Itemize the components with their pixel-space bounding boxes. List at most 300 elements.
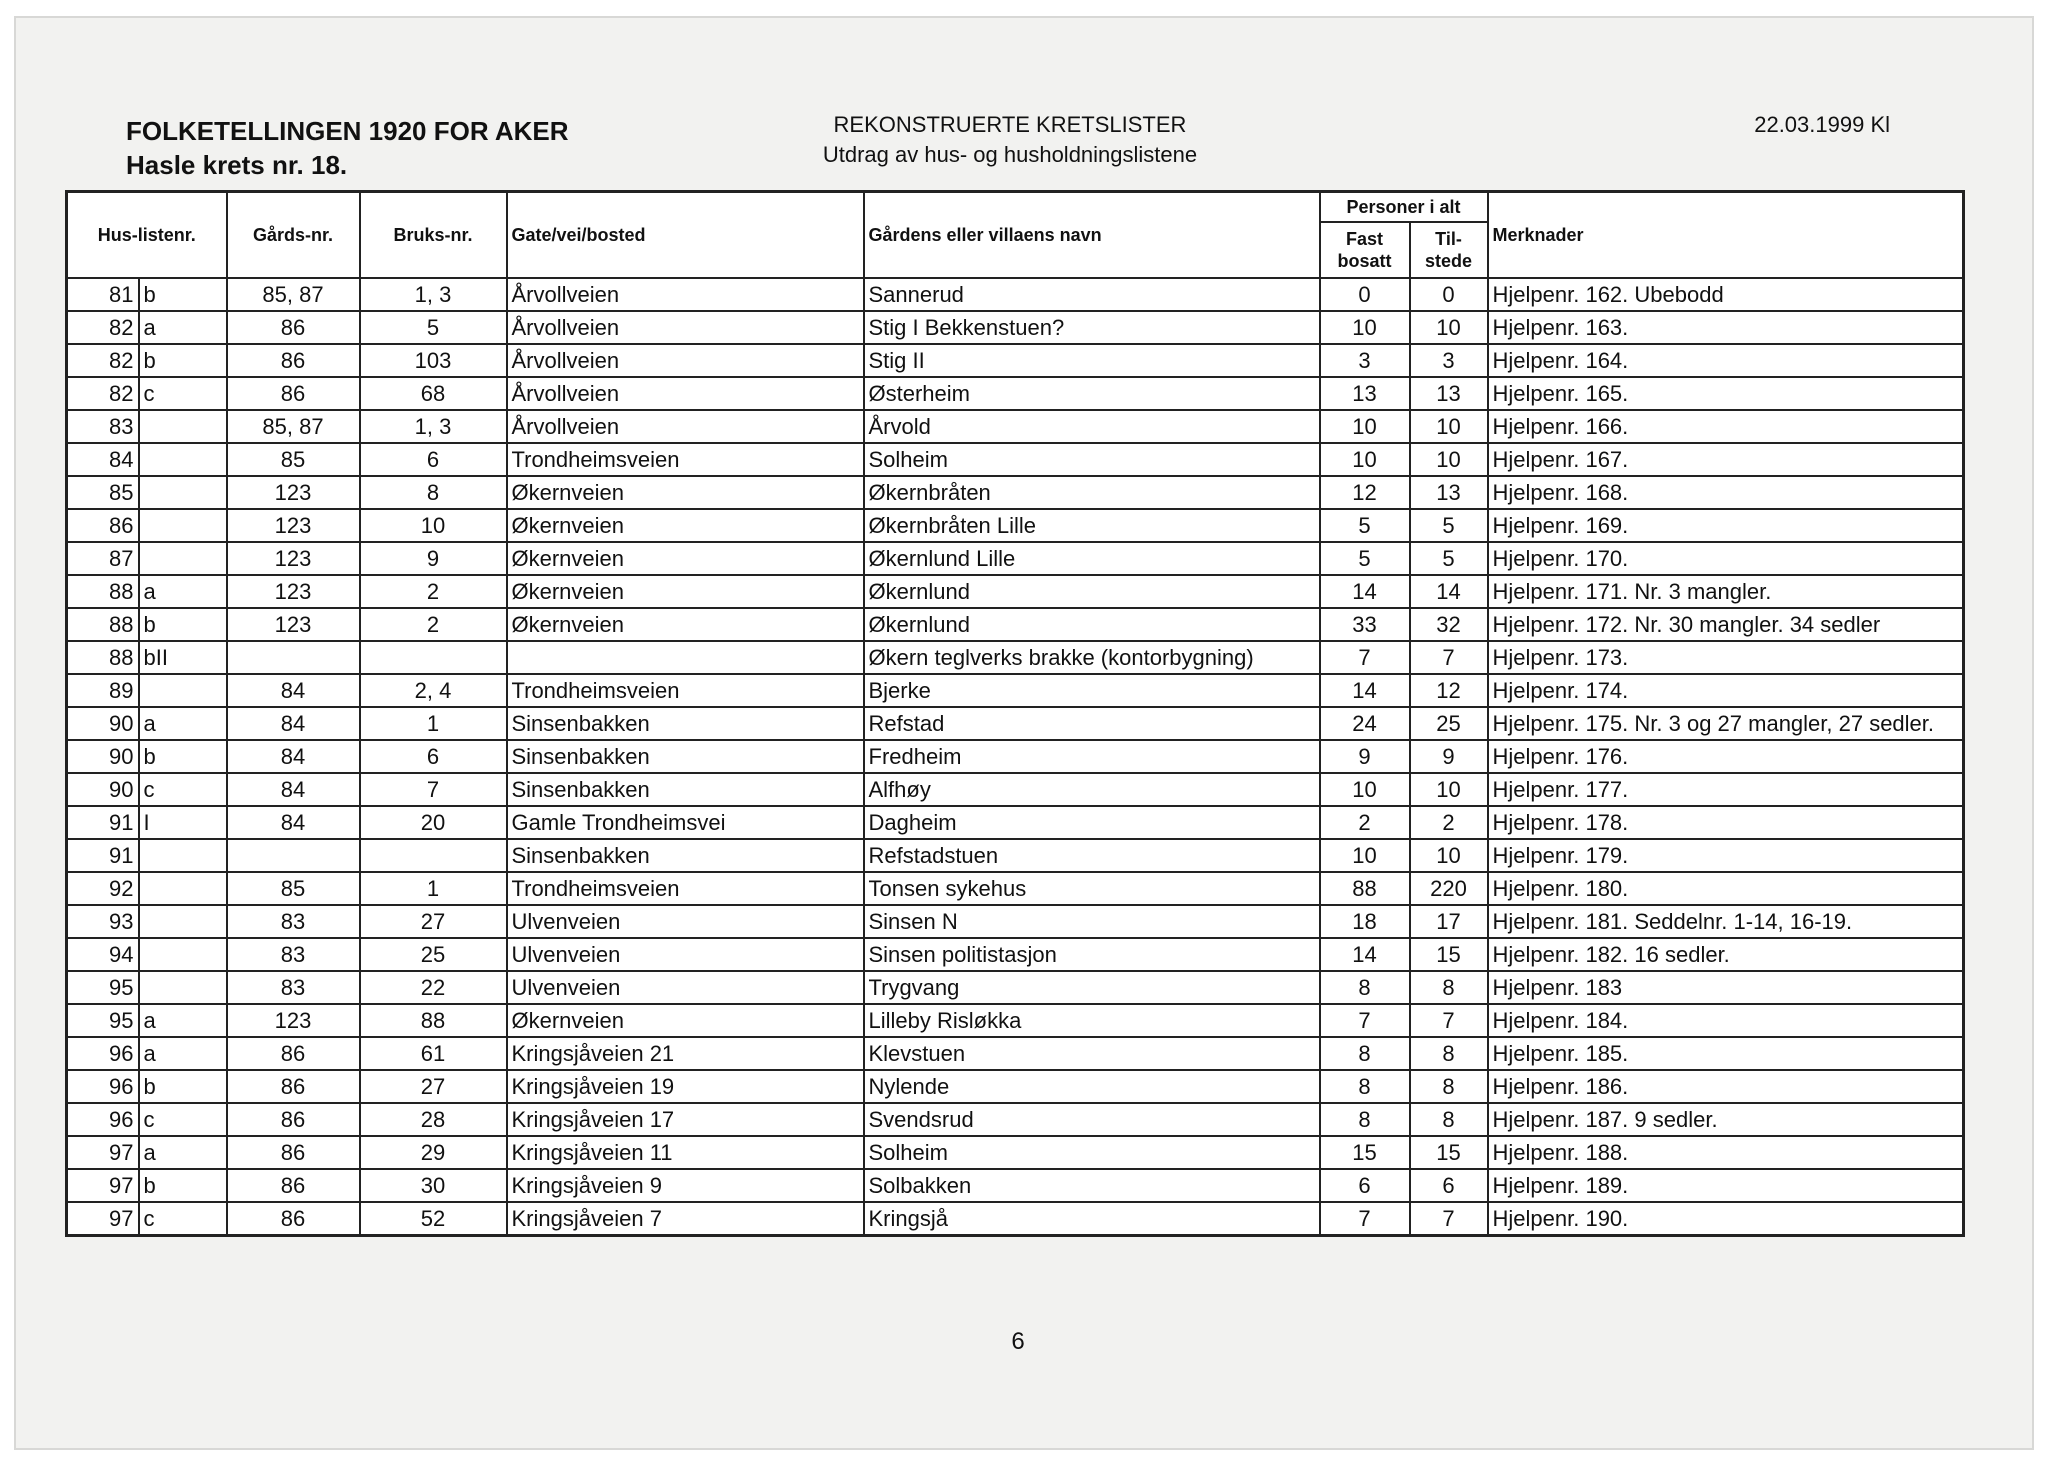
gards-nr-cell: 86 xyxy=(227,1136,360,1169)
gate-cell: Trondheimsveien xyxy=(507,872,864,905)
merknad-cell: Hjelpenr. 176. xyxy=(1488,740,1964,773)
gards-nr-cell: 123 xyxy=(227,575,360,608)
gards-nr-cell: 85 xyxy=(227,872,360,905)
table-body xyxy=(67,278,1964,1236)
fast-bosatt-cell: 14 xyxy=(1320,938,1410,971)
merknad-cell: Hjelpenr. 181. Seddelnr. 1-14, 16-19. xyxy=(1488,905,1964,938)
hus-suffix-cell: b xyxy=(139,740,227,773)
merknad-cell: Hjelpenr. 166. xyxy=(1488,410,1964,443)
header-hus-listenr: Hus-listenr. xyxy=(67,192,227,278)
subtitle-line-1: REKONSTRUERTE KRETSLISTER xyxy=(833,112,1187,137)
table-row xyxy=(67,1070,1964,1103)
navn-cell: Solheim xyxy=(864,1136,1320,1169)
header-fast-bosatt: Fast bosatt xyxy=(1320,222,1410,278)
navn-cell: Økernbråten xyxy=(864,476,1320,509)
header-gards-nr: Gårds-nr. xyxy=(227,192,360,278)
hus-nr-cell: 87 xyxy=(67,542,139,575)
bruks-nr-cell: 2 xyxy=(360,575,507,608)
bruks-nr-cell: 103 xyxy=(360,344,507,377)
title-line-1: FOLKETELLINGEN 1920 FOR AKER xyxy=(126,116,569,146)
hus-suffix-cell xyxy=(139,542,227,575)
gards-nr-cell: 123 xyxy=(227,608,360,641)
gards-nr-cell: 84 xyxy=(227,773,360,806)
census-table xyxy=(65,190,1965,1237)
gards-nr-cell: 84 xyxy=(227,740,360,773)
gate-cell: Årvollveien xyxy=(507,377,864,410)
table-row xyxy=(67,344,1964,377)
fast-bosatt-cell: 8 xyxy=(1320,971,1410,1004)
til-stede-cell: 32 xyxy=(1410,608,1488,641)
merknad-cell: Hjelpenr. 165. xyxy=(1488,377,1964,410)
hus-suffix-cell: a xyxy=(139,1136,227,1169)
hus-nr-cell: 88 xyxy=(67,641,139,674)
hus-suffix-cell: a xyxy=(139,1004,227,1037)
navn-cell: Fredheim xyxy=(864,740,1320,773)
hus-suffix-cell: c xyxy=(139,773,227,806)
bruks-nr-cell: 61 xyxy=(360,1037,507,1070)
table-row xyxy=(67,839,1964,872)
hus-nr-cell: 96 xyxy=(67,1103,139,1136)
hus-nr-cell: 97 xyxy=(67,1136,139,1169)
table-row xyxy=(67,872,1964,905)
hus-nr-cell: 90 xyxy=(67,740,139,773)
til-stede-cell: 17 xyxy=(1410,905,1488,938)
til-stede-cell: 10 xyxy=(1410,773,1488,806)
bruks-nr-cell: 6 xyxy=(360,740,507,773)
gate-cell: Årvollveien xyxy=(507,344,864,377)
bruks-nr-cell: 27 xyxy=(360,1070,507,1103)
til-stede-cell: 7 xyxy=(1410,1202,1488,1236)
table-row xyxy=(67,278,1964,311)
table-row xyxy=(67,1202,1964,1236)
subtitle-line-2: Utdrag av hus- og husholdningslistene xyxy=(822,142,1198,167)
hus-nr-cell: 95 xyxy=(67,971,139,1004)
gate-cell: Ulvenveien xyxy=(507,938,864,971)
navn-cell: Sannerud xyxy=(864,278,1320,311)
gards-nr-cell: 86 xyxy=(227,311,360,344)
gate-cell: Økernveien xyxy=(507,476,864,509)
navn-cell: Økern teglverks brakke (kontorbygning) xyxy=(864,641,1320,674)
navn-cell: Økernlund xyxy=(864,575,1320,608)
hus-suffix-cell: a xyxy=(139,311,227,344)
fast-bosatt-cell: 9 xyxy=(1320,740,1410,773)
hus-suffix-cell xyxy=(139,839,227,872)
fast-bosatt-cell: 7 xyxy=(1320,641,1410,674)
navn-cell: Refstad xyxy=(864,707,1320,740)
gards-nr-cell: 86 xyxy=(227,344,360,377)
navn-cell: Økernlund xyxy=(864,608,1320,641)
gards-nr-cell: 85 xyxy=(227,443,360,476)
gards-nr-cell: 86 xyxy=(227,1103,360,1136)
hus-nr-cell: 82 xyxy=(67,377,139,410)
til-stede-cell: 2 xyxy=(1410,806,1488,839)
hus-suffix-cell xyxy=(139,674,227,707)
table-row xyxy=(67,443,1964,476)
hus-nr-cell: 92 xyxy=(67,872,139,905)
til-stede-cell: 13 xyxy=(1410,476,1488,509)
til-stede-cell: 10 xyxy=(1410,410,1488,443)
merknad-cell: Hjelpenr. 178. xyxy=(1488,806,1964,839)
table-row xyxy=(67,938,1964,971)
bruks-nr-cell: 1 xyxy=(360,707,507,740)
fast-bosatt-cell: 8 xyxy=(1320,1103,1410,1136)
hus-nr-cell: 90 xyxy=(67,773,139,806)
merknad-cell: Hjelpenr. 189. xyxy=(1488,1169,1964,1202)
bruks-nr-cell: 29 xyxy=(360,1136,507,1169)
hus-nr-cell: 82 xyxy=(67,344,139,377)
fast-bosatt-cell: 10 xyxy=(1320,443,1410,476)
fast-bosatt-cell: 10 xyxy=(1320,773,1410,806)
gate-cell: Økernveien xyxy=(507,1004,864,1037)
til-stede-cell: 10 xyxy=(1410,443,1488,476)
merknad-cell: Hjelpenr. 170. xyxy=(1488,542,1964,575)
date-stamp: 22.03.1999 Kl xyxy=(1754,112,1890,137)
merknad-cell: Hjelpenr. 167. xyxy=(1488,443,1964,476)
navn-cell: Dagheim xyxy=(864,806,1320,839)
bruks-nr-cell: 22 xyxy=(360,971,507,1004)
hus-nr-cell: 93 xyxy=(67,905,139,938)
fast-bosatt-cell: 12 xyxy=(1320,476,1410,509)
merknad-cell: Hjelpenr. 180. xyxy=(1488,872,1964,905)
hus-nr-cell: 96 xyxy=(67,1070,139,1103)
merknad-cell: Hjelpenr. 188. xyxy=(1488,1136,1964,1169)
gards-nr-cell: 83 xyxy=(227,938,360,971)
header-merknader: Merknader xyxy=(1488,192,1964,278)
gards-nr-cell: 86 xyxy=(227,1202,360,1236)
til-stede-cell: 15 xyxy=(1410,1136,1488,1169)
gate-cell: Sinsenbakken xyxy=(507,773,864,806)
til-stede-cell: 10 xyxy=(1410,311,1488,344)
gards-nr-cell: 86 xyxy=(227,1037,360,1070)
merknad-cell: Hjelpenr. 174. xyxy=(1488,674,1964,707)
fast-bosatt-cell: 13 xyxy=(1320,377,1410,410)
table-row xyxy=(67,641,1964,674)
til-stede-cell: 5 xyxy=(1410,509,1488,542)
navn-cell: Bjerke xyxy=(864,674,1320,707)
navn-cell: Trygvang xyxy=(864,971,1320,1004)
gate-cell: Trondheimsveien xyxy=(507,674,864,707)
gards-nr-cell: 85, 87 xyxy=(227,410,360,443)
hus-suffix-cell: a xyxy=(139,1037,227,1070)
hus-nr-cell: 82 xyxy=(67,311,139,344)
til-stede-cell: 14 xyxy=(1410,575,1488,608)
fast-bosatt-cell: 18 xyxy=(1320,905,1410,938)
hus-suffix-cell: b xyxy=(139,608,227,641)
navn-cell: Stig I Bekkenstuen? xyxy=(864,311,1320,344)
bruks-nr-cell: 28 xyxy=(360,1103,507,1136)
til-stede-cell: 5 xyxy=(1410,542,1488,575)
gate-cell: Ulvenveien xyxy=(507,971,864,1004)
table-row xyxy=(67,740,1964,773)
hus-suffix-cell xyxy=(139,410,227,443)
merknad-cell: Hjelpenr. 169. xyxy=(1488,509,1964,542)
merknad-cell: Hjelpenr. 171. Nr. 3 mangler. xyxy=(1488,575,1964,608)
table-row xyxy=(67,377,1964,410)
table-row xyxy=(67,707,1964,740)
gards-nr-cell: 84 xyxy=(227,707,360,740)
table-row xyxy=(67,806,1964,839)
til-stede-cell: 220 xyxy=(1410,872,1488,905)
hus-nr-cell: 84 xyxy=(67,443,139,476)
gate-cell: Kringsjåveien 19 xyxy=(507,1070,864,1103)
fast-bosatt-cell: 24 xyxy=(1320,707,1410,740)
navn-cell: Alfhøy xyxy=(864,773,1320,806)
til-stede-cell: 12 xyxy=(1410,674,1488,707)
gate-cell: Kringsjåveien 9 xyxy=(507,1169,864,1202)
bruks-nr-cell xyxy=(360,839,507,872)
bruks-nr-cell: 5 xyxy=(360,311,507,344)
navn-cell: Sinsen N xyxy=(864,905,1320,938)
table-row xyxy=(67,1037,1964,1070)
table-row xyxy=(67,971,1964,1004)
hus-nr-cell: 83 xyxy=(67,410,139,443)
header-navn: Gårdens eller villaens navn xyxy=(864,192,1320,278)
gards-nr-cell: 83 xyxy=(227,971,360,1004)
til-stede-cell: 9 xyxy=(1410,740,1488,773)
hus-nr-cell: 85 xyxy=(67,476,139,509)
til-stede-cell: 8 xyxy=(1410,1070,1488,1103)
gards-nr-cell: 85, 87 xyxy=(227,278,360,311)
fast-bosatt-cell: 88 xyxy=(1320,872,1410,905)
navn-cell: Solheim xyxy=(864,443,1320,476)
gate-cell: Årvollveien xyxy=(507,311,864,344)
bruks-nr-cell: 20 xyxy=(360,806,507,839)
gards-nr-cell: 123 xyxy=(227,542,360,575)
hus-nr-cell: 90 xyxy=(67,707,139,740)
hus-suffix-cell xyxy=(139,905,227,938)
hus-nr-cell: 94 xyxy=(67,938,139,971)
table-row xyxy=(67,509,1964,542)
hus-suffix-cell: I xyxy=(139,806,227,839)
merknad-cell: Hjelpenr. 187. 9 sedler. xyxy=(1488,1103,1964,1136)
hus-suffix-cell: b xyxy=(139,1070,227,1103)
bruks-nr-cell: 8 xyxy=(360,476,507,509)
bruks-nr-cell: 88 xyxy=(360,1004,507,1037)
hus-nr-cell: 95 xyxy=(67,1004,139,1037)
hus-suffix-cell: b xyxy=(139,344,227,377)
gards-nr-cell: 123 xyxy=(227,476,360,509)
fast-bosatt-cell: 7 xyxy=(1320,1004,1410,1037)
hus-suffix-cell xyxy=(139,443,227,476)
til-stede-cell: 8 xyxy=(1410,1103,1488,1136)
gate-cell: Sinsenbakken xyxy=(507,839,864,872)
hus-suffix-cell: c xyxy=(139,1103,227,1136)
bruks-nr-cell: 7 xyxy=(360,773,507,806)
gards-nr-cell: 84 xyxy=(227,674,360,707)
fast-bosatt-cell: 0 xyxy=(1320,278,1410,311)
gate-cell: Økernveien xyxy=(507,575,864,608)
fast-bosatt-cell: 2 xyxy=(1320,806,1410,839)
merknad-cell: Hjelpenr. 164. xyxy=(1488,344,1964,377)
hus-suffix-cell xyxy=(139,938,227,971)
til-stede-cell: 13 xyxy=(1410,377,1488,410)
page-number: 6 xyxy=(1011,1328,1025,1355)
table-row xyxy=(67,674,1964,707)
navn-cell: Nylende xyxy=(864,1070,1320,1103)
fast-bosatt-cell: 10 xyxy=(1320,410,1410,443)
hus-suffix-cell xyxy=(139,509,227,542)
hus-nr-cell: 89 xyxy=(67,674,139,707)
til-stede-cell: 3 xyxy=(1410,344,1488,377)
merknad-cell: Hjelpenr. 179. xyxy=(1488,839,1964,872)
fast-bosatt-cell: 15 xyxy=(1320,1136,1410,1169)
gate-cell: Gamle Trondheimsvei xyxy=(507,806,864,839)
merknad-cell: Hjelpenr. 184. xyxy=(1488,1004,1964,1037)
navn-cell: Lilleby Risløkka xyxy=(864,1004,1320,1037)
bruks-nr-cell: 25 xyxy=(360,938,507,971)
merknad-cell: Hjelpenr. 163. xyxy=(1488,311,1964,344)
hus-suffix-cell xyxy=(139,971,227,1004)
header-til-stede: Til-stede xyxy=(1410,222,1488,278)
navn-cell: Sinsen politistasjon xyxy=(864,938,1320,971)
fast-bosatt-cell: 10 xyxy=(1320,839,1410,872)
table-row xyxy=(67,476,1964,509)
til-stede-cell: 7 xyxy=(1410,1004,1488,1037)
til-stede-cell: 10 xyxy=(1410,839,1488,872)
navn-cell: Økernbråten Lille xyxy=(864,509,1320,542)
table-row xyxy=(67,1103,1964,1136)
navn-cell: Refstadstuen xyxy=(864,839,1320,872)
hus-suffix-cell: b xyxy=(139,278,227,311)
navn-cell: Stig II xyxy=(864,344,1320,377)
merknad-cell: Hjelpenr. 175. Nr. 3 og 27 mangler, 27 sedler. xyxy=(1488,707,1964,740)
bruks-nr-cell: 10 xyxy=(360,509,507,542)
bruks-nr-cell: 9 xyxy=(360,542,507,575)
fast-bosatt-cell: 7 xyxy=(1320,1202,1410,1236)
navn-cell: Østerheim xyxy=(864,377,1320,410)
navn-cell: Kringsjå xyxy=(864,1202,1320,1236)
fast-bosatt-cell: 3 xyxy=(1320,344,1410,377)
hus-nr-cell: 97 xyxy=(67,1202,139,1236)
navn-cell: Solbakken xyxy=(864,1169,1320,1202)
gards-nr-cell: 86 xyxy=(227,1070,360,1103)
merknad-cell: Hjelpenr. 182. 16 sedler. xyxy=(1488,938,1964,971)
hus-nr-cell: 97 xyxy=(67,1169,139,1202)
fast-bosatt-cell: 14 xyxy=(1320,575,1410,608)
bruks-nr-cell: 68 xyxy=(360,377,507,410)
hus-suffix-cell xyxy=(139,476,227,509)
hus-nr-cell: 88 xyxy=(67,608,139,641)
hus-suffix-cell: c xyxy=(139,1202,227,1236)
fast-bosatt-cell: 8 xyxy=(1320,1070,1410,1103)
hus-nr-cell: 81 xyxy=(67,278,139,311)
merknad-cell: Hjelpenr. 168. xyxy=(1488,476,1964,509)
gate-cell: Sinsenbakken xyxy=(507,740,864,773)
bruks-nr-cell: 1, 3 xyxy=(360,278,507,311)
navn-cell: Årvold xyxy=(864,410,1320,443)
gards-nr-cell xyxy=(227,641,360,674)
bruks-nr-cell: 27 xyxy=(360,905,507,938)
gate-cell: Ulvenveien xyxy=(507,905,864,938)
bruks-nr-cell xyxy=(360,641,507,674)
fast-bosatt-cell: 33 xyxy=(1320,608,1410,641)
gate-cell: Kringsjåveien 7 xyxy=(507,1202,864,1236)
gate-cell: Økernveien xyxy=(507,542,864,575)
til-stede-cell: 7 xyxy=(1410,641,1488,674)
gate-cell: Årvollveien xyxy=(507,410,864,443)
header-bruks-nr: Bruks-nr. xyxy=(360,192,507,278)
hus-nr-cell: 88 xyxy=(67,575,139,608)
table-row xyxy=(67,1169,1964,1202)
bruks-nr-cell: 1 xyxy=(360,872,507,905)
gards-nr-cell xyxy=(227,839,360,872)
til-stede-cell: 15 xyxy=(1410,938,1488,971)
til-stede-cell: 25 xyxy=(1410,707,1488,740)
bruks-nr-cell: 2, 4 xyxy=(360,674,507,707)
gate-cell xyxy=(507,641,864,674)
table-row xyxy=(67,1136,1964,1169)
fast-bosatt-cell: 6 xyxy=(1320,1169,1410,1202)
hus-nr-cell: 91 xyxy=(67,839,139,872)
hus-suffix-cell: a xyxy=(139,707,227,740)
table-row xyxy=(67,575,1964,608)
til-stede-cell: 6 xyxy=(1410,1169,1488,1202)
hus-suffix-cell xyxy=(139,872,227,905)
hus-suffix-cell: bII xyxy=(139,641,227,674)
table-row xyxy=(67,905,1964,938)
hus-nr-cell: 91 xyxy=(67,806,139,839)
merknad-cell: Hjelpenr. 185. xyxy=(1488,1037,1964,1070)
hus-suffix-cell: b xyxy=(139,1169,227,1202)
bruks-nr-cell: 6 xyxy=(360,443,507,476)
til-stede-cell: 0 xyxy=(1410,278,1488,311)
til-stede-cell: 8 xyxy=(1410,971,1488,1004)
hus-nr-cell: 96 xyxy=(67,1037,139,1070)
fast-bosatt-cell: 10 xyxy=(1320,311,1410,344)
fast-bosatt-cell: 5 xyxy=(1320,509,1410,542)
table-row xyxy=(67,311,1964,344)
gate-cell: Kringsjåveien 21 xyxy=(507,1037,864,1070)
document-subtitle xyxy=(760,110,1260,170)
gate-cell: Årvollveien xyxy=(507,278,864,311)
header-personer-i-alt: Personer i alt xyxy=(1320,192,1488,222)
document-title xyxy=(126,114,569,182)
gate-cell: Økernveien xyxy=(507,608,864,641)
gards-nr-cell: 83 xyxy=(227,905,360,938)
header-gate: Gate/vei/bosted xyxy=(507,192,864,278)
merknad-cell: Hjelpenr. 173. xyxy=(1488,641,1964,674)
table-row xyxy=(67,542,1964,575)
gards-nr-cell: 84 xyxy=(227,806,360,839)
table-row xyxy=(67,608,1964,641)
fast-bosatt-cell: 14 xyxy=(1320,674,1410,707)
bruks-nr-cell: 52 xyxy=(360,1202,507,1236)
table-row xyxy=(67,1004,1964,1037)
hus-suffix-cell: a xyxy=(139,575,227,608)
gate-cell: Kringsjåveien 17 xyxy=(507,1103,864,1136)
bruks-nr-cell: 1, 3 xyxy=(360,410,507,443)
gate-cell: Sinsenbakken xyxy=(507,707,864,740)
title-line-2: Hasle krets nr. 18. xyxy=(126,150,348,180)
navn-cell: Økernlund Lille xyxy=(864,542,1320,575)
hus-suffix-cell: c xyxy=(139,377,227,410)
fast-bosatt-cell: 8 xyxy=(1320,1037,1410,1070)
merknad-cell: Hjelpenr. 190. xyxy=(1488,1202,1964,1236)
merknad-cell: Hjelpenr. 177. xyxy=(1488,773,1964,806)
gards-nr-cell: 123 xyxy=(227,509,360,542)
merknad-cell: Hjelpenr. 162. Ubebodd xyxy=(1488,278,1964,311)
merknad-cell: Hjelpenr. 186. xyxy=(1488,1070,1964,1103)
gards-nr-cell: 86 xyxy=(227,377,360,410)
fast-bosatt-cell: 5 xyxy=(1320,542,1410,575)
gards-nr-cell: 86 xyxy=(227,1169,360,1202)
merknad-cell: Hjelpenr. 172. Nr. 30 mangler. 34 sedler xyxy=(1488,608,1964,641)
merknad-cell: Hjelpenr. 183 xyxy=(1488,971,1964,1004)
hus-nr-cell: 86 xyxy=(67,509,139,542)
gate-cell: Kringsjåveien 11 xyxy=(507,1136,864,1169)
navn-cell: Klevstuen xyxy=(864,1037,1320,1070)
navn-cell: Tonsen sykehus xyxy=(864,872,1320,905)
